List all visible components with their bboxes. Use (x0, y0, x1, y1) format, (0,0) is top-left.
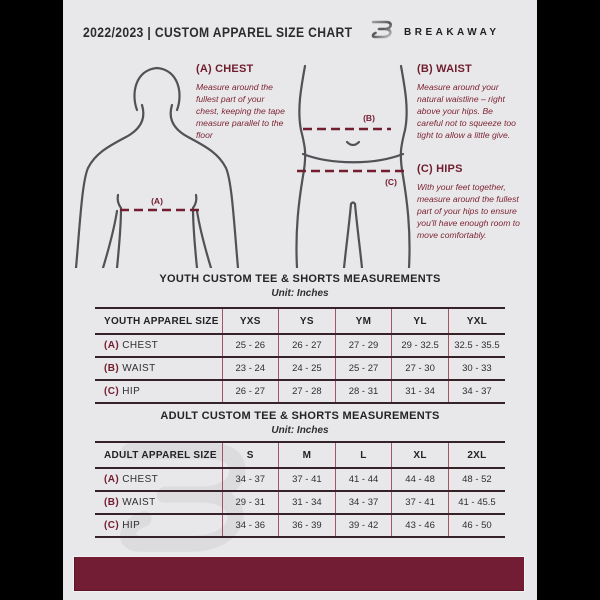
table-cell: 34 - 37 (335, 491, 392, 514)
table-cell: 30 - 33 (448, 357, 505, 380)
table-cell: 28 - 31 (335, 380, 392, 403)
table-cell: 41 - 44 (335, 468, 392, 491)
table-cell: 25 - 27 (335, 357, 392, 380)
table-row (95, 334, 505, 357)
table-cell: 34 - 36 (222, 514, 279, 537)
adult-size-table (95, 441, 505, 538)
table-cell: 27 - 30 (392, 357, 449, 380)
waist-guide-text: Measure around your natural waistline – right above your hips. Be careful not to squeeze too tight to allow a little give. (417, 82, 516, 141)
table-cell: 41 - 45.5 (448, 491, 505, 514)
hips-guide-heading: (C) HIPS (417, 163, 463, 175)
column-header: M (279, 442, 336, 468)
table-cell: 44 - 48 (392, 468, 449, 491)
breakaway-logo-icon (369, 14, 399, 44)
table-cell: 27 - 28 (279, 380, 336, 403)
chest-line-label: (A) (151, 196, 163, 206)
chest-guide-text: Measure around the fullest part of your chest, keeping the tape measure parallel to the floor (196, 82, 285, 141)
table-header-row (95, 442, 505, 468)
adult-table-unit: Unit: Inches (271, 425, 329, 436)
waist-line-label: (B) (363, 113, 375, 123)
table-cell: 36 - 39 (279, 514, 336, 537)
table-cell: 34 - 37 (222, 468, 279, 491)
chest-guide-heading: (A) CHEST (196, 63, 254, 75)
table-cell: 31 - 34 (392, 380, 449, 403)
table-row (95, 491, 505, 514)
table-cell: 24 - 25 (279, 357, 336, 380)
table-cell: 48 - 52 (448, 468, 505, 491)
table-cell: 29 - 32.5 (392, 334, 449, 357)
row-label: (A) CHEST (95, 468, 222, 491)
size-chart-page (63, 0, 537, 600)
hip-line-label: (C) (385, 177, 397, 187)
column-header: S (222, 442, 279, 468)
table-cell: 26 - 27 (222, 380, 279, 403)
column-header: ADULT APPAREL SIZE (95, 442, 222, 468)
hips-guide-text: With your feet together, measure around the fullest part of your hips to ensure you'll have enough room to move comfortably. (417, 182, 520, 241)
column-header: YXS (222, 308, 279, 334)
adult-table-title: ADULT CUSTOM TEE & SHORTS MEASUREMENTS (160, 410, 440, 422)
table-row (95, 514, 505, 537)
table-cell: 26 - 27 (279, 334, 336, 357)
table-cell: 34 - 37 (448, 380, 505, 403)
table-cell: 31 - 34 (279, 491, 336, 514)
column-header: YS (279, 308, 336, 334)
youth-table-unit: Unit: Inches (271, 288, 329, 299)
table-row (95, 468, 505, 491)
table-cell: 37 - 41 (392, 491, 449, 514)
table-cell: 37 - 41 (279, 468, 336, 491)
table-cell: 43 - 46 (392, 514, 449, 537)
column-header: YM (335, 308, 392, 334)
lower-body-figure (291, 58, 415, 268)
table-cell: 27 - 29 (335, 334, 392, 357)
row-label: (B) WAIST (95, 491, 222, 514)
table-cell: 39 - 42 (335, 514, 392, 537)
column-header: YOUTH APPAREL SIZE (95, 308, 222, 334)
column-header: XL (392, 442, 449, 468)
brand-name: BREAKAWAY (404, 27, 500, 38)
column-header: YXL (448, 308, 505, 334)
youth-table-title: YOUTH CUSTOM TEE & SHORTS MEASUREMENTS (159, 273, 441, 285)
column-header: YL (392, 308, 449, 334)
row-label: (A) CHEST (95, 334, 222, 357)
page-title: 2022/2023 | CUSTOM APPAREL SIZE CHART (83, 25, 353, 40)
row-label: (B) WAIST (95, 357, 222, 380)
column-header: 2XL (448, 442, 505, 468)
table-cell: 25 - 26 (222, 334, 279, 357)
table-row (95, 357, 505, 380)
table-header-row (95, 308, 505, 334)
column-header: L (335, 442, 392, 468)
row-label: (C) HIP (95, 380, 222, 403)
table-cell: 23 - 24 (222, 357, 279, 380)
table-cell: 29 - 31 (222, 491, 279, 514)
row-label: (C) HIP (95, 514, 222, 537)
youth-size-table (95, 307, 505, 404)
table-row (95, 380, 505, 403)
footer-bar (73, 556, 525, 592)
table-cell: 46 - 50 (448, 514, 505, 537)
table-cell: 32.5 - 35.5 (448, 334, 505, 357)
waist-guide-heading: (B) WAIST (417, 63, 472, 75)
